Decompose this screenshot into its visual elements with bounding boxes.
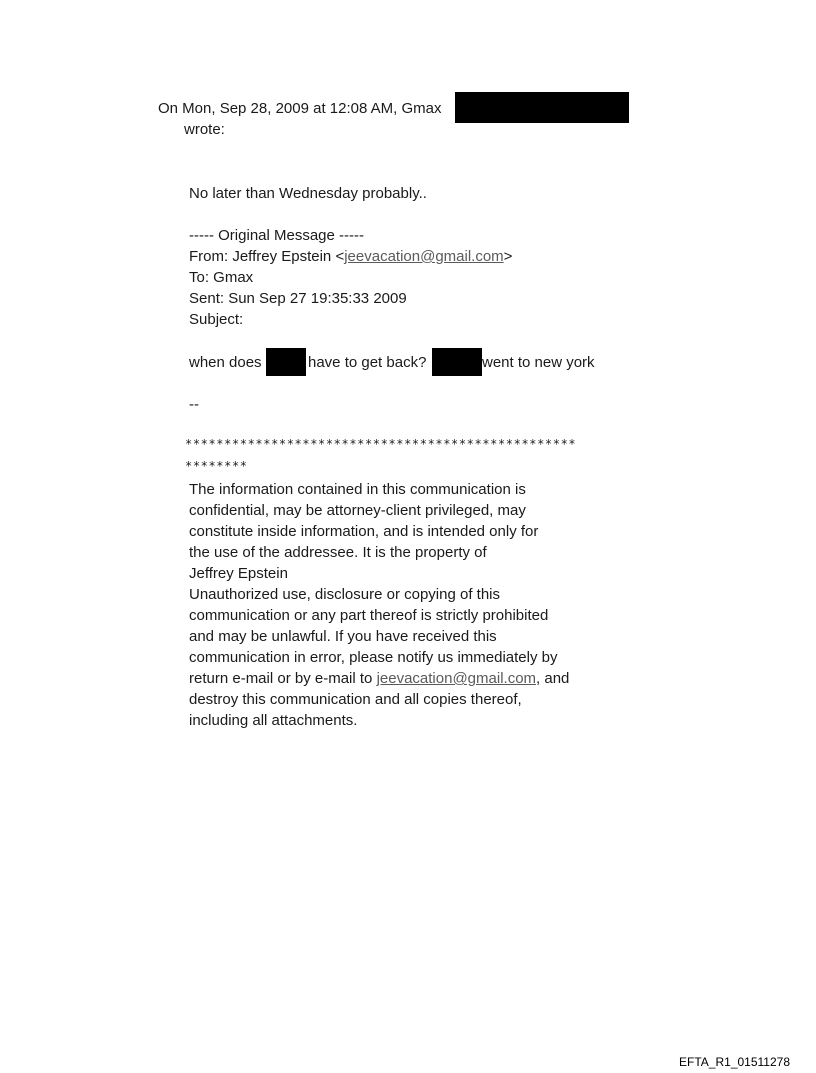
subject-line: Subject: — [189, 311, 244, 328]
from-line — [189, 246, 512, 267]
disclaimer-line: communication in error, please notify us immediately by — [189, 649, 558, 666]
disclaimer-line: destroy this communication and all copies thereof, — [189, 691, 522, 708]
original-message-separator: ----- Original Message ----- — [189, 227, 365, 244]
sent-line: Sent: Sun Sep 27 19:35:33 2009 — [189, 290, 407, 307]
disclaimer-line: The information contained in this communication is — [189, 481, 526, 498]
from-email-link[interactable]: jeevacation@gmail.com — [344, 248, 504, 265]
return-prefix: return e-mail or by e-mail to — [189, 670, 377, 687]
message-part-2: have to get back? — [308, 354, 427, 371]
disclaimer-line: Jeffrey Epstein — [189, 565, 288, 582]
to-line: To: Gmax — [189, 269, 254, 286]
disclaimer-line: Unauthorized use, disclosure or copying of this — [189, 586, 501, 603]
disclaimer-stars-line-1: ************************************************** — [185, 437, 577, 451]
document-id: EFTA_R1_01511278 — [679, 1055, 790, 1069]
reply-header-wrote: wrote: — [184, 121, 225, 138]
signature-dash: -- — [189, 396, 199, 413]
disclaimer-return-line — [189, 668, 569, 689]
disclaimer-line: and may be unlawful. If you have received this — [189, 628, 497, 645]
message-part-3: went to new york — [482, 354, 595, 371]
reply-header-line — [158, 98, 442, 119]
redaction-box — [455, 92, 629, 123]
disclaimer-line: communication or any part thereof is strictly prohibited — [189, 607, 549, 624]
disclaimer-line: confidential, may be attorney-client privileged, may — [189, 502, 526, 519]
disclaimer-line: the use of the addressee. It is the property of — [189, 544, 487, 561]
from-prefix: From: Jeffrey Epstein < — [189, 248, 345, 265]
disclaimer-line: constitute inside information, and is intended only for — [189, 523, 539, 540]
disclaimer-stars-line-2: ******** — [185, 459, 248, 473]
redaction-box — [432, 348, 482, 376]
return-suffix: , and — [536, 670, 570, 687]
redaction-box — [266, 348, 306, 376]
reply-body: No later than Wednesday probably.. — [189, 185, 427, 202]
disclaimer-line: including all attachments. — [189, 712, 358, 729]
return-email-link[interactable]: jeevacation@gmail.com — [376, 670, 537, 687]
from-suffix: > — [503, 248, 513, 265]
message-part-1: when does — [189, 354, 262, 371]
reply-header-text: On Mon, Sep 28, 2009 at 12:08 AM, Gmax — [158, 100, 442, 117]
